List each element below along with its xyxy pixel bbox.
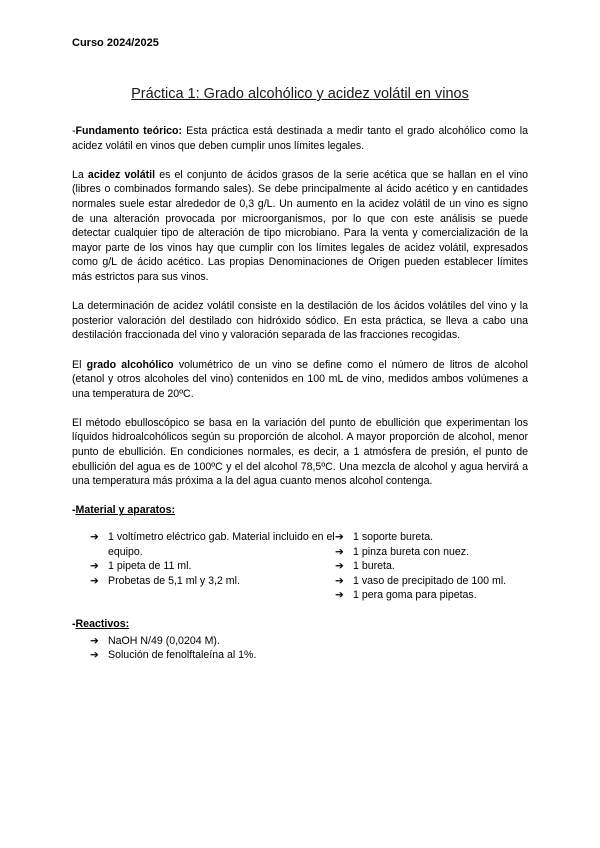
list-item-text: 1 pera goma para pipetas. [353,589,477,602]
list-item-text: Probetas de 5,1 ml y 3,2 ml. [108,574,240,587]
grado-paragraph [72,358,528,402]
reactivos-label: Reactivos: [75,618,130,630]
list-item-text: Solución de fenolftaleína al 1%. [108,649,257,662]
arrow-right-icon: ➔ [90,574,99,587]
arrow-right-icon: ➔ [90,634,99,647]
arrow-right-icon: ➔ [335,531,344,544]
list-item-text: 1 soporte bureta. [353,531,434,544]
list-item [90,574,335,589]
arrow-right-icon: ➔ [335,560,344,573]
material-label: Material y aparatos: [75,504,176,517]
material-columns [72,530,528,603]
fundamento-prefix: - [72,125,76,137]
acidez-paragraph [72,168,528,285]
material-prefix: - [72,504,76,517]
grado-text: volumétrico de un vino se define como el número de litros de alcohol (etanol y otros alcoholes del vino) contenidos en 100 mL de vino, medidos ambos volúmenes a una temperatura de 20ºC. [72,358,528,400]
list-item-text: 1 pipeta de 11 ml. [108,560,192,573]
list-item-text: 1 bureta. [353,560,395,573]
list-item-text: 1 voltímetro eléctrico gab. Material incluido en el equipo. [108,531,335,558]
reactivos-heading [72,617,528,632]
fundamento-text: Esta práctica está destinada a medir tanto el grado alcohólico como la acidez volátil en vinos que deben cumplir unos límites legales. [72,125,528,152]
reactivos-prefix: - [72,618,76,630]
grado-lead: El [72,358,87,371]
arrow-right-icon: ➔ [335,574,344,587]
arrow-right-icon: ➔ [90,560,99,573]
fundamento-paragraph [72,124,528,153]
reactivos-list [72,634,528,663]
list-item [90,634,528,649]
list-item [335,588,525,603]
acidez-text: es el conjunto de ácidos grasos de la serie acética que se hallan en el vino (libres o combinados formando sales). Se debe principalmente al ácido acético y en cantidades normales suele estar alrededor de 0,3 g/L. Un aumento en la acidez volátil de un vino es signo de una alteración provocada por microorganismos, por lo que con este análisis se puede detectar cualquier tipo de alteración de tipo microbiano. Para la venta y comercialización de la mayor parte de los vinos hay que cumplir con los límites legales de acidez volátil, expresados como g/L de ácido acético. Las propias Denominaciones de Origen pueden establecer límites más estrictos para sus vinos. [72,168,528,283]
material-list-right [335,530,525,603]
list-item [335,559,525,574]
arrow-right-icon: ➔ [90,531,99,544]
list-item [90,648,528,663]
list-item [335,545,525,560]
list-item [335,574,525,589]
list-item-text: 1 vaso de precipitado de 100 ml. [353,574,507,587]
arrow-right-icon: ➔ [335,545,344,558]
list-item [90,530,335,559]
list-item [335,530,525,545]
fundamento-label: Fundamento teórico: [75,125,183,137]
list-item [90,559,335,574]
determinacion-paragraph: La determinación de acidez volátil consiste en la destilación de los ácidos volátiles del vino y la posterior valoración del destilado con hidróxido sódico. En esta práctica, se lleva a cabo una destilación fraccionada del vino y valoración separada de las fracciones recogidas. [72,300,528,342]
list-item-text: NaOH N/49 (0,0204 M). [108,634,220,647]
material-heading [72,503,528,518]
ebulloscopico-paragraph: El método ebulloscópico se basa en la variación del punto de ebullición que experimentan los líquidos hidroalcohólicos según su proporción de alcohol. A mayor proporción de alcohol, menor punto de ebullición. En condiciones normales, es decir, a 1 atmósfera de presión, el punto de ebullición del agua es de 100ºC y el del alcohol 78,5ºC. Una mezcla de alcohol y agua hervirá a una temperatura más próxima a la del agua cuanto menos alcohol contenga. [72,416,528,488]
material-list-left [72,530,335,603]
title-text: Práctica 1: Grado alcohólico y acidez volátil en vinos [131,86,469,102]
grado-term: grado alcohólico [86,358,174,371]
arrow-right-icon: ➔ [90,649,99,662]
page-title [0,86,600,102]
course-label: Curso 2024/2025 [72,37,159,49]
arrow-right-icon: ➔ [335,589,344,602]
acidez-lead: La [72,168,88,181]
acidez-term: acidez volátil [87,168,156,181]
list-item-text: 1 pinza bureta con nuez. [353,545,470,558]
document-body [72,124,528,663]
